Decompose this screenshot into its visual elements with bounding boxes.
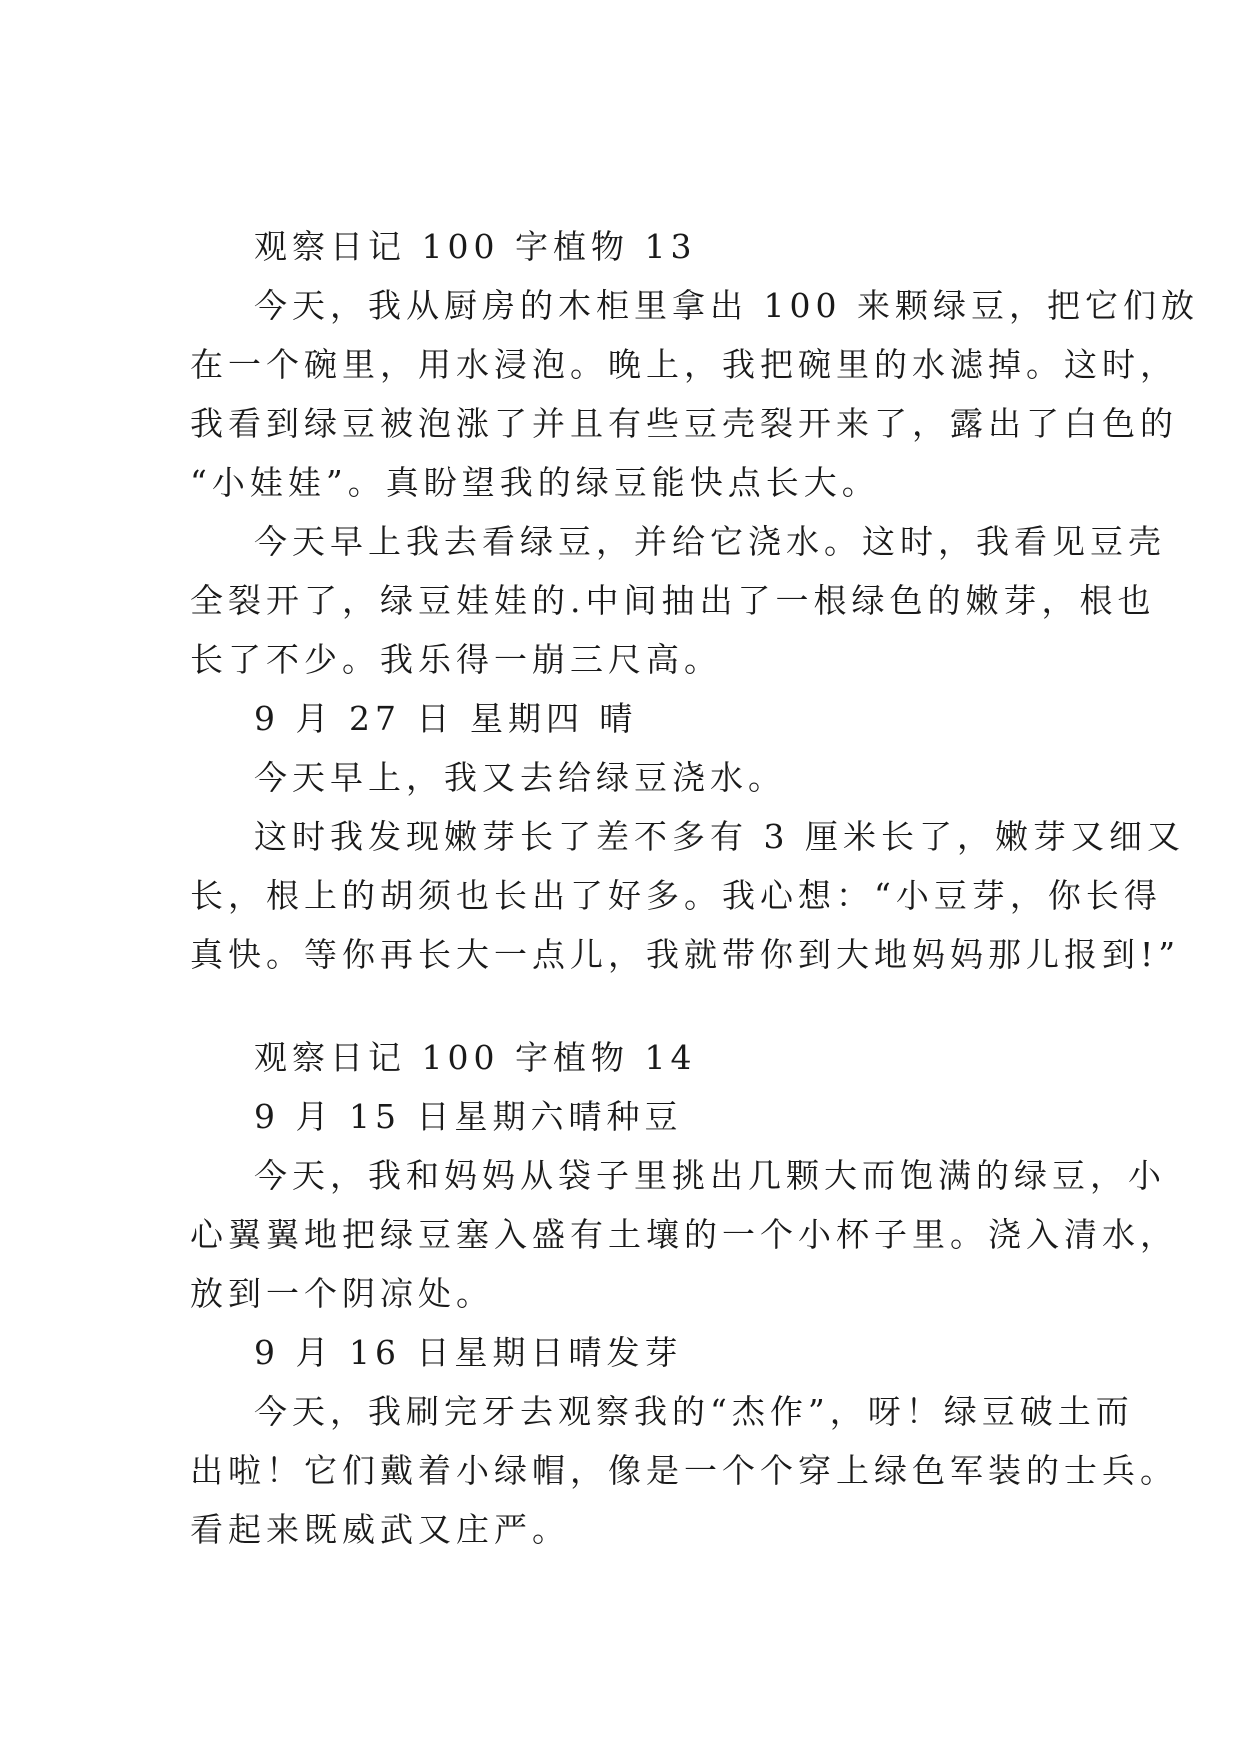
paragraph: [190, 1146, 1178, 1323]
paragraph-line: 今天，我刷完牙去观察我的“杰作”，呀！绿豆破土而: [254, 1392, 1134, 1431]
paragraph: [190, 807, 1185, 984]
date-line: 9 月 16 日星期日晴发芽: [254, 1333, 683, 1372]
paragraph-line: “小娃娃”。真盼望我的绿豆能快点长大。: [190, 463, 880, 502]
paragraph-line: 在一个碗里，用水浸泡。晚上，我把碗里的水滤掉。这时，: [190, 345, 1178, 384]
paragraph: [190, 512, 1166, 689]
paragraph-line: 全裂开了，绿豆娃娃的.中间抽出了一根绿色的嫩芽，根也: [190, 581, 1156, 620]
paragraph-line: 心翼翼地把绿豆塞入盛有土壤的一个小杯子里。浇入清水，: [190, 1215, 1178, 1254]
paragraph-line: 长了不少。我乐得一崩三尺高。: [190, 640, 722, 679]
paragraph-line: 放到一个阴凉处。: [190, 1274, 494, 1313]
paragraph-line: 真快。等你再长大一点儿，我就带你到大地妈妈那儿报到!”: [190, 935, 1181, 974]
paragraph-line: 今天早上我去看绿豆，并给它浇水。这时，我看见豆壳: [254, 522, 1166, 561]
paragraph-line: 今天，我从厨房的木柜里拿出 100 来颗绿豆，把它们放: [254, 286, 1199, 325]
date-line: 9 月 27 日 星期四 晴: [254, 699, 638, 738]
paragraph-line: 今天早上，我又去给绿豆浇水。: [254, 758, 786, 797]
paragraph-line: 我看到绿豆被泡涨了并且有些豆壳裂开来了，露出了白色的: [190, 404, 1178, 443]
section-title: 观察日记 100 字植物 13: [254, 227, 697, 266]
paragraph: [190, 1382, 1178, 1559]
paragraph-line: 看起来既威武又庄严。: [190, 1510, 570, 1549]
document-body: [190, 217, 1199, 1559]
paragraph-line: 今天，我和妈妈从袋子里挑出几颗大而饱满的绿豆，小: [254, 1156, 1166, 1195]
paragraph-line: 这时我发现嫩芽长了差不多有 3 厘米长了，嫩芽又细又: [254, 817, 1185, 856]
paragraph-line: 长，根上的胡须也长出了好多。我心想：“小豆芽，你长得: [190, 876, 1162, 915]
paragraph: [190, 276, 1199, 512]
date-line: 9 月 15 日星期六晴种豆: [254, 1097, 683, 1136]
section-spacer: [190, 984, 1070, 1028]
section-title: 观察日记 100 字植物 14: [254, 1038, 697, 1077]
paragraph-line: 出啦！它们戴着小绿帽，像是一个个穿上绿色军装的士兵。: [190, 1451, 1178, 1490]
